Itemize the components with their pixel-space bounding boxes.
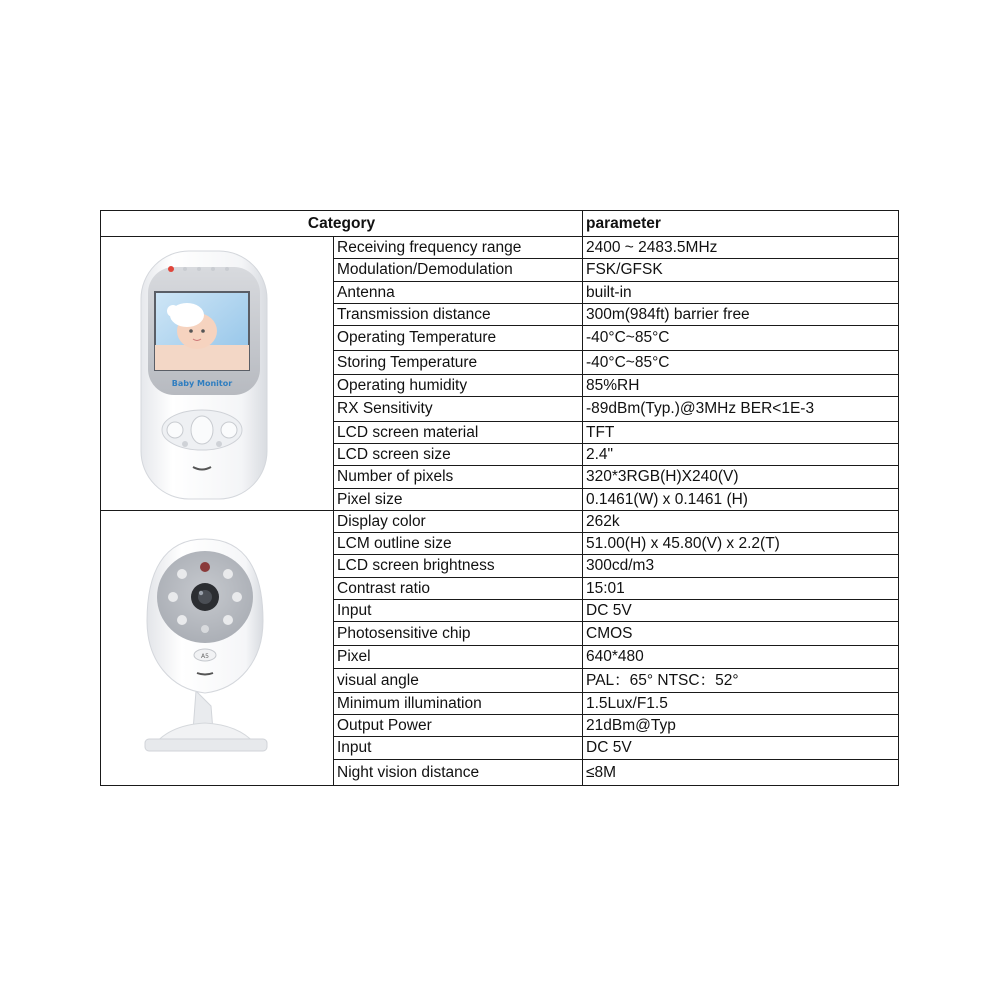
spec-value: 320*3RGB(H)X240(V) [583,466,899,488]
spec-label: Night vision distance [334,759,583,785]
spec-value: -89dBm(Typ.)@3MHz BER<1E-3 [583,397,899,421]
header-category: Category [101,211,583,237]
spec-label: Storing Temperature [334,350,583,374]
spec-value: -40°C~85°C [583,326,899,350]
spec-value: PAL：65° NTSC：52° [583,668,899,692]
spec-value: TFT [583,421,899,443]
spec-value: CMOS [583,622,899,646]
spec-label: Antenna [334,281,583,303]
device-screen-text: Baby Monitor [171,379,233,388]
spec-value: 85%RH [583,374,899,396]
header-parameter: parameter [583,211,899,237]
parent-unit-image-cell [101,237,334,511]
spec-value: ≤8M [583,759,899,785]
spec-value: 0.1461(W) x 0.1461 (H) [583,488,899,510]
spec-label: Input [334,737,583,759]
spec-value: 262k [583,511,899,533]
baby-monitor-camera-unit-icon [101,511,334,785]
spec-value: 2400 ~ 2483.5MHz [583,237,899,259]
spec-value: 300m(984ft) barrier free [583,303,899,325]
spec-value: DC 5V [583,737,899,759]
spec-label: Number of pixels [334,466,583,488]
spec-label: Contrast ratio [334,577,583,599]
spec-value: 1.5Lux/F1.5 [583,692,899,714]
spec-value: 21dBm@Typ [583,715,899,737]
camera-unit-image-cell [101,511,334,786]
spec-value: FSK/GFSK [583,259,899,281]
spec-label: LCD screen brightness [334,555,583,577]
spec-label: Modulation/Demodulation [334,259,583,281]
spec-label: RX Sensitivity [334,397,583,421]
table-row [101,237,899,259]
spec-label: Receiving frequency range [334,237,583,259]
spec-label: LCD screen size [334,443,583,465]
spec-label: Pixel [334,646,583,668]
spec-value: -40°C~85°C [583,350,899,374]
spec-value: 2.4" [583,443,899,465]
spec-label: Operating Temperature [334,326,583,350]
spec-value: 51.00(H) x 45.80(V) x 2.2(T) [583,533,899,555]
baby-monitor-parent-unit-icon [101,237,334,510]
spec-label: Input [334,599,583,621]
spec-table [100,210,899,786]
spec-label: Output Power [334,715,583,737]
spec-label: Photosensitive chip [334,622,583,646]
spec-value: 15:01 [583,577,899,599]
device-badge-text: A5 [201,653,209,660]
table-row [101,511,899,533]
spec-value: 640*480 [583,646,899,668]
spec-label: Operating humidity [334,374,583,396]
spec-label: visual angle [334,668,583,692]
spec-label: Pixel size [334,488,583,510]
spec-value: built-in [583,281,899,303]
table-header-row [101,211,899,237]
spec-value: DC 5V [583,599,899,621]
spec-label: LCM outline size [334,533,583,555]
spec-label: Display color [334,511,583,533]
spec-label: Transmission distance [334,303,583,325]
spec-label: LCD screen material [334,421,583,443]
spec-value: 300cd/m3 [583,555,899,577]
spec-label: Minimum illumination [334,692,583,714]
